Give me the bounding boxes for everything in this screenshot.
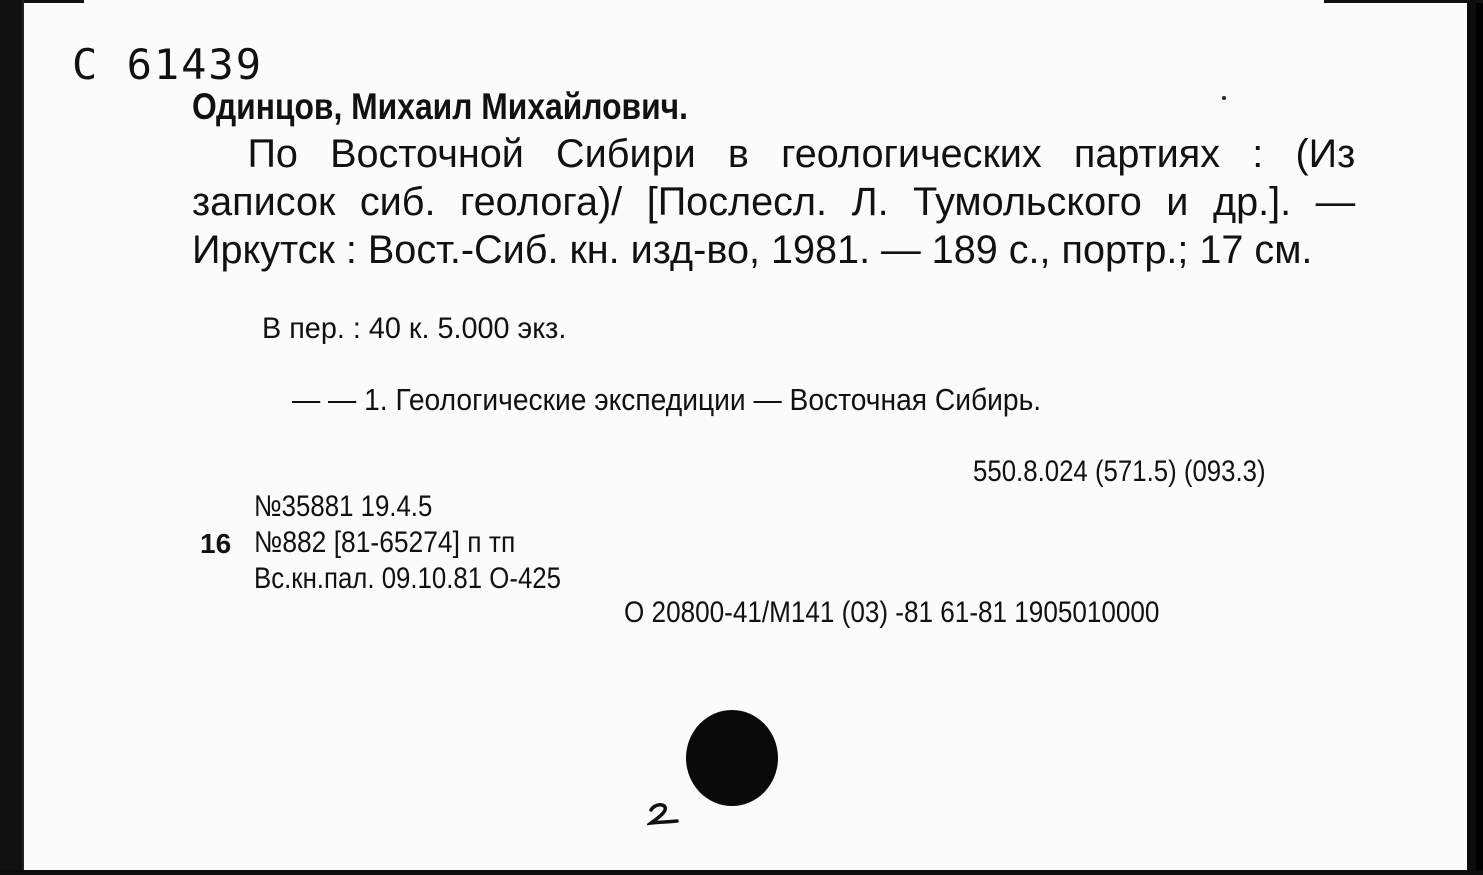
card-punch-hole — [686, 710, 778, 806]
handwritten-mark — [647, 800, 683, 830]
scan-right-border — [1467, 0, 1476, 875]
record-number-line: №882 [81-65274] п тп — [254, 526, 516, 559]
author-heading: Одинцов, Михаил Михайлович. — [192, 86, 688, 127]
price-and-print-run: В пер. : 40 к. 5.000 экз. — [262, 312, 567, 345]
scan-top-edge — [24, 0, 84, 3]
record-number-line: №35881 19.4.5 — [254, 490, 433, 523]
subject-heading: — — 1. Геологические экспедиции — Восточная Сибирь. — [292, 382, 1042, 417]
chamber-date-line: Вс.кн.пал. 09.10.81 О-425 — [254, 562, 561, 595]
scan-top-edge — [1324, 0, 1483, 3]
publisher-index-line: О 20800-41/М141 (03) -81 61-81 1905010000 — [624, 596, 1160, 629]
scan-bottom-border — [0, 870, 1483, 875]
record-count-number: 16 — [200, 528, 232, 559]
catalog-card — [22, 0, 1476, 870]
ink-dot — [1222, 96, 1226, 100]
udc-classification: 550.8.024 (571.5) (093.3) — [973, 455, 1266, 488]
call-number: С 61439 — [72, 40, 264, 89]
title-description: По Восточной Сибири в геологических партиях : (Из записок сиб. геолога)/ [Послесл. Л. Тумольского и др.]. — Иркутск : Вост.-Сиб. кн. изд-во, 1981. — 189 с., портр.; 17 см. — [192, 132, 1356, 272]
